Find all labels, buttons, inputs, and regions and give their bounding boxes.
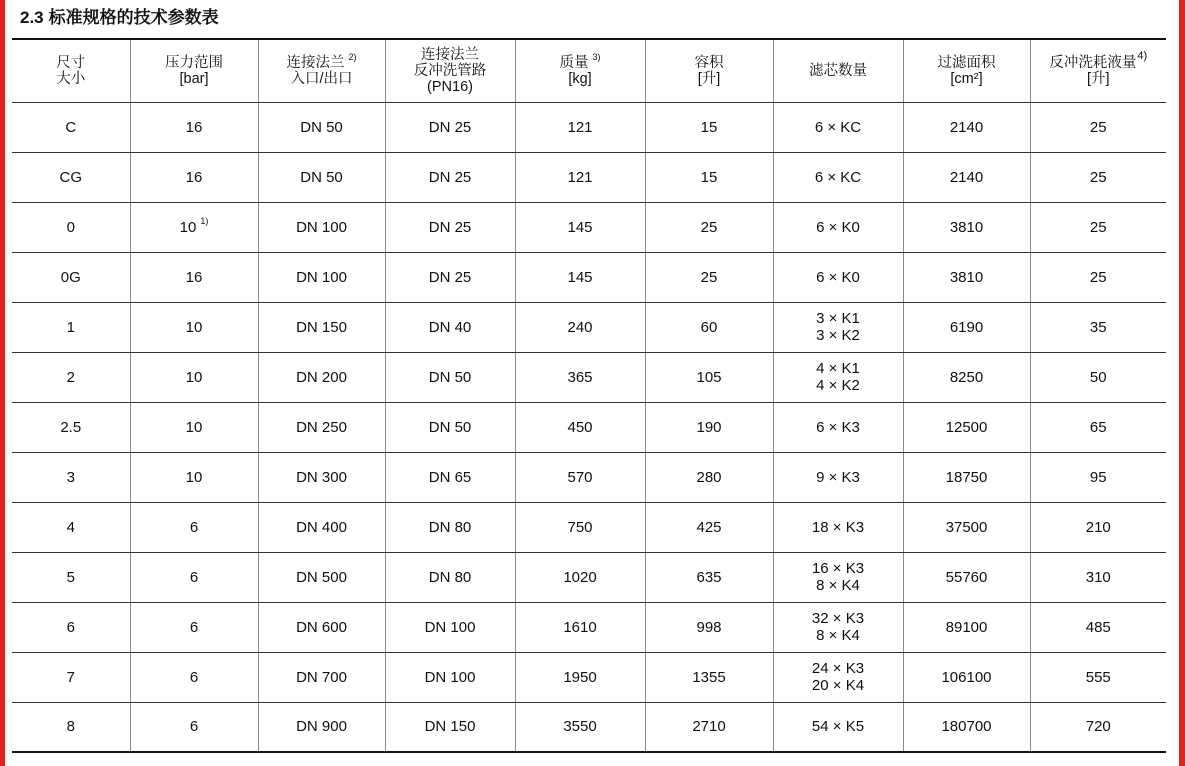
cell-flange-backflush-line: DN 100 [424,668,476,686]
header-flange-inlet-outlet-text: 连接法兰 [286,54,345,71]
cell-filter-elements-line: 8 × K4 [816,577,860,594]
cell-flange-inlet-outlet-line: DN 50 [300,168,343,186]
cell-flange-inlet-outlet-line: DN 500 [296,568,347,586]
cell-volume [645,252,773,302]
page-frame-left [0,0,5,766]
cell-mass-line: 450 [567,418,593,436]
cell-filter-elements-line: 54 × K5 [811,718,865,736]
cell-flange-backflush [385,252,515,302]
cell-mass [515,502,645,552]
cell-flange-inlet-outlet [258,602,385,652]
header-filter-elements [773,39,903,102]
cell-mass-line: 145 [567,268,593,286]
cell-flange-backflush [385,552,515,602]
cell-filter-area [903,552,1030,602]
cell-flange-inlet-outlet [258,102,385,152]
cell-size [12,502,130,552]
header-pressure-line: 压力范围 [165,54,223,71]
cell-size-line: 5 [66,568,75,586]
cell-volume-line: 1355 [692,668,726,686]
cell-volume [645,702,773,752]
cell-flange-backflush-line: DN 100 [424,618,476,636]
cell-flange-backflush [385,602,515,652]
cell-pressure-line: 16 [185,268,203,286]
cell-volume [645,502,773,552]
cell-mass-line: 3550 [563,718,597,736]
table-row [12,502,1166,552]
cell-backflush-consumption [1030,202,1166,252]
cell-filter-elements [773,202,903,252]
cell-filter-elements-line: 3 × K1 [816,310,860,327]
cell-filter-elements [773,302,903,352]
cell-pressure-line: 6 [189,568,199,586]
cell-size [12,702,130,752]
cell-pressure [130,552,258,602]
cell-pressure [130,102,258,152]
cell-flange-inlet-outlet-line: DN 50 [300,118,343,136]
cell-filter-area-line: 106100 [941,668,992,686]
cell-flange-inlet-outlet [258,402,385,452]
cell-mass [515,152,645,202]
header-flange-inlet-outlet [258,39,385,102]
header-filter-area [903,39,1030,102]
cell-flange-inlet-outlet-line: DN 300 [296,468,347,486]
cell-filter-elements [773,152,903,202]
cell-filter-area [903,402,1030,452]
cell-flange-inlet-outlet [258,552,385,602]
cell-mass [515,202,645,252]
cell-size-line: 1 [66,318,75,336]
cell-backflush-consumption-line: 25 [1089,218,1107,236]
cell-pressure-text: 10 [179,218,197,236]
cell-volume [645,102,773,152]
cell-flange-backflush-line: DN 50 [428,418,472,436]
cell-filter-elements-line: 6 × K0 [816,218,860,236]
section-title [20,6,219,30]
cell-mass [515,302,645,352]
header-filter-area-line: 过滤面积 [937,54,996,71]
cell-flange-inlet-outlet-line: DN 400 [296,518,347,536]
cell-flange-inlet-outlet [258,502,385,552]
cell-filter-area [903,452,1030,502]
cell-backflush-consumption-line: 50 [1089,368,1107,386]
cell-backflush-consumption [1030,402,1166,452]
cell-filter-elements [773,252,903,302]
cell-backflush-consumption-line: 25 [1089,168,1107,186]
cell-flange-inlet-outlet-line: DN 600 [296,618,347,636]
cell-filter-area-line: 37500 [945,518,988,536]
cell-flange-inlet-outlet-line: DN 900 [296,718,347,736]
cell-filter-area [903,502,1030,552]
cell-size-line: 7 [66,668,75,686]
header-mass-text: 质量 [559,54,589,71]
cell-size-line: C [65,118,77,136]
header-flange-backflush-line: 反冲洗管路 [413,62,487,79]
cell-mass-line: 1610 [563,618,597,636]
cell-filter-elements [773,652,903,702]
section-number: 2.3 [20,8,44,27]
cell-volume [645,652,773,702]
cell-size-line: CG [59,168,82,186]
cell-filter-elements [773,502,903,552]
table-body [12,102,1166,752]
cell-pressure-line [131,215,258,236]
cell-mass-line: 145 [567,218,593,236]
cell-flange-backflush [385,702,515,752]
cell-volume-line: 635 [696,568,722,586]
cell-pressure-line: 10 [185,318,203,336]
cell-filter-elements [773,552,903,602]
header-mass [515,39,645,102]
spec-table [12,38,1166,753]
cell-mass [515,102,645,152]
cell-volume [645,352,773,402]
cell-filter-elements-line: 32 × K3 [811,610,865,627]
cell-filter-area-line: 12500 [945,418,988,436]
cell-pressure-line: 6 [189,668,199,686]
header-size-line: 大小 [56,70,86,87]
header-flange-backflush [385,39,515,102]
header-size-line: 尺寸 [56,54,86,71]
cell-mass [515,652,645,702]
cell-flange-backflush [385,402,515,452]
cell-filter-elements-line: 6 × KC [814,118,862,136]
cell-filter-area-line: 3810 [949,268,984,286]
header-backflush-consumption-text: 反冲洗耗液量 [1049,54,1137,71]
header-volume [645,39,773,102]
cell-backflush-consumption-line: 35 [1089,318,1107,336]
cell-filter-elements [773,352,903,402]
cell-filter-area [903,102,1030,152]
cell-pressure [130,202,258,252]
cell-flange-backflush [385,502,515,552]
cell-filter-area-line: 8250 [949,368,984,386]
header-mass-line [516,51,645,71]
header-backflush-consumption [1030,39,1166,102]
cell-size-line: 0G [60,268,81,286]
cell-backflush-consumption-line: 310 [1085,568,1111,586]
cell-filter-area-line: 3810 [949,218,984,236]
cell-backflush-consumption-line: 95 [1089,468,1107,486]
cell-flange-backflush [385,452,515,502]
header-volume-line: [升] [697,70,721,87]
cell-backflush-consumption-line: 25 [1089,268,1107,286]
cell-backflush-consumption-line: 210 [1085,518,1111,536]
cell-pressure [130,152,258,202]
cell-filter-area [903,352,1030,402]
cell-pressure [130,702,258,752]
cell-mass [515,702,645,752]
cell-filter-elements [773,702,903,752]
cell-filter-elements-line: 8 × K4 [816,627,860,644]
table-row [12,702,1166,752]
cell-flange-inlet-outlet-line: DN 100 [296,268,347,286]
cell-filter-area-line: 2140 [949,118,984,136]
cell-flange-backflush-line: DN 65 [428,468,472,486]
cell-flange-inlet-outlet [258,702,385,752]
header-flange-inlet-outlet-line: 入口/出口 [290,70,353,87]
cell-flange-backflush-line: DN 40 [428,318,472,336]
cell-pressure [130,602,258,652]
cell-flange-inlet-outlet [258,652,385,702]
cell-size-line: 8 [66,718,75,736]
cell-flange-backflush [385,202,515,252]
cell-volume [645,602,773,652]
cell-filter-elements-line: 18 × K3 [811,518,865,536]
table-row [12,252,1166,302]
cell-flange-backflush-line: DN 25 [428,118,472,136]
cell-volume [645,552,773,602]
table-row [12,302,1166,352]
cell-backflush-consumption [1030,102,1166,152]
cell-mass-line: 750 [567,518,593,536]
header-volume-line: 容积 [694,54,724,71]
header-mass-line: [kg] [568,70,592,87]
cell-backflush-consumption-line: 555 [1085,668,1111,686]
cell-pressure-line: 16 [185,168,203,186]
cell-filter-area-line: 18750 [945,468,988,486]
cell-filter-elements-line: 3 × K2 [816,327,860,344]
header-flange-backflush-line: (PN16) [427,78,473,95]
cell-backflush-consumption [1030,652,1166,702]
cell-volume-line: 280 [696,468,722,486]
cell-pressure [130,502,258,552]
cell-backflush-consumption-line: 25 [1089,118,1107,136]
cell-filter-elements-line: 6 × K0 [816,268,860,286]
cell-backflush-consumption [1030,502,1166,552]
cell-filter-area [903,252,1030,302]
cell-flange-inlet-outlet-line: DN 200 [296,368,347,386]
cell-flange-inlet-outlet-line: DN 250 [296,418,347,436]
cell-mass [515,452,645,502]
cell-backflush-consumption [1030,352,1166,402]
cell-backflush-consumption [1030,452,1166,502]
cell-filter-elements [773,102,903,152]
cell-volume-line: 15 [700,168,718,186]
header-backflush-consumption-line [1031,49,1167,71]
cell-flange-backflush-line: DN 80 [428,518,472,536]
cell-filter-area [903,652,1030,702]
cell-filter-area-line: 6190 [949,318,984,336]
cell-size [12,302,130,352]
cell-filter-area-line: 2140 [949,168,984,186]
cell-volume [645,152,773,202]
table-row [12,152,1166,202]
header-pressure [130,39,258,102]
cell-mass-line: 121 [567,168,593,186]
cell-flange-inlet-outlet-line: DN 100 [296,218,347,236]
table-row [12,352,1166,402]
cell-pressure [130,652,258,702]
cell-volume [645,452,773,502]
header-flange-inlet-outlet-line [259,51,385,71]
cell-mass-line: 1020 [563,568,597,586]
header-flange-backflush-line: 连接法兰 [421,46,479,63]
cell-size-line: 6 [66,618,75,636]
cell-mass [515,552,645,602]
cell-filter-elements-line: 16 × K3 [811,560,865,577]
table-row [12,552,1166,602]
cell-pressure [130,302,258,352]
cell-filter-elements-line: 4 × K2 [816,377,860,394]
cell-volume-line: 105 [696,368,722,386]
cell-volume-line: 25 [700,268,718,286]
cell-mass-line: 570 [567,468,593,486]
table-row [12,652,1166,702]
cell-volume-line: 998 [696,618,722,636]
cell-flange-backflush-line: DN 25 [428,268,472,286]
cell-flange-inlet-outlet [258,252,385,302]
cell-pressure [130,452,258,502]
cell-size-line: 0 [66,218,75,236]
cell-filter-elements-line: 20 × K4 [811,677,865,694]
cell-volume-line: 425 [696,518,722,536]
table-row [12,102,1166,152]
cell-volume-line: 190 [696,418,722,436]
cell-backflush-consumption [1030,152,1166,202]
cell-flange-backflush-line: DN 25 [428,168,472,186]
cell-mass-line: 365 [567,368,593,386]
cell-volume [645,202,773,252]
cell-volume-line: 2710 [692,718,726,736]
cell-size-line: 3 [66,468,75,486]
cell-filter-area [903,602,1030,652]
header-backflush-consumption-line: [升] [1086,70,1110,87]
cell-flange-backflush-line: DN 25 [428,218,472,236]
cell-mass-line: 240 [567,318,593,336]
cell-filter-elements-line: 4 × K1 [816,360,860,377]
cell-backflush-consumption [1030,302,1166,352]
footnote-marker: 4) [1137,49,1148,62]
cell-mass [515,602,645,652]
cell-mass-line: 121 [567,118,593,136]
cell-filter-elements [773,402,903,452]
footnote-marker: 2) [348,51,357,62]
cell-filter-elements-line: 6 × KC [814,168,862,186]
cell-flange-backflush [385,152,515,202]
cell-filter-area-line: 55760 [945,568,988,586]
cell-pressure [130,402,258,452]
cell-flange-backflush-line: DN 80 [428,568,472,586]
cell-filter-area-line: 180700 [941,718,992,736]
cell-filter-elements-line: 6 × K3 [816,418,860,436]
table-row [12,202,1166,252]
cell-filter-area [903,702,1030,752]
cell-filter-elements [773,452,903,502]
cell-filter-area [903,152,1030,202]
cell-backflush-consumption [1030,552,1166,602]
cell-flange-backflush [385,302,515,352]
cell-flange-backflush [385,352,515,402]
footnote-marker: 3) [592,51,601,62]
cell-flange-inlet-outlet [258,452,385,502]
cell-volume-line: 25 [700,218,718,236]
header-filter-elements-line: 滤芯数量 [809,62,867,79]
cell-volume [645,302,773,352]
cell-pressure [130,352,258,402]
cell-pressure-line: 6 [189,718,199,736]
cell-filter-area [903,202,1030,252]
section-title-text: 标准规格的技术参数表 [48,8,219,27]
cell-filter-elements [773,602,903,652]
header-pressure-line: [bar] [179,70,209,87]
cell-flange-backflush [385,652,515,702]
cell-flange-inlet-outlet [258,152,385,202]
cell-size [12,652,130,702]
cell-size-line: 2 [66,368,75,386]
cell-size-line: 4 [66,518,75,536]
cell-flange-inlet-outlet [258,302,385,352]
cell-flange-inlet-outlet [258,352,385,402]
cell-volume-line: 60 [700,318,718,336]
cell-filter-elements-line: 24 × K3 [811,660,865,677]
cell-size [12,202,130,252]
header-size [12,39,130,102]
cell-size [12,402,130,452]
cell-size-line: 2.5 [60,418,82,436]
table-row [12,402,1166,452]
cell-mass [515,252,645,302]
cell-filter-area [903,302,1030,352]
table-header [12,39,1166,102]
cell-size [12,252,130,302]
cell-volume-line: 15 [700,118,718,136]
footnote-marker: 1) [200,215,209,226]
cell-mass [515,352,645,402]
header-row [12,39,1166,102]
cell-backflush-consumption-line: 720 [1085,718,1111,736]
cell-backflush-consumption-line: 65 [1089,418,1107,436]
cell-size [12,352,130,402]
cell-filter-area-line: 89100 [945,618,988,636]
cell-backflush-consumption [1030,252,1166,302]
page-frame-right [1179,0,1185,766]
table-row [12,452,1166,502]
table-row [12,602,1166,652]
cell-size [12,152,130,202]
cell-flange-inlet-outlet-line: DN 150 [296,318,347,336]
cell-pressure-line: 10 [185,468,203,486]
cell-flange-inlet-outlet [258,202,385,252]
cell-size [12,602,130,652]
cell-size [12,102,130,152]
cell-backflush-consumption [1030,702,1166,752]
cell-size [12,552,130,602]
cell-flange-backflush-line: DN 150 [424,718,476,736]
cell-pressure [130,252,258,302]
cell-pressure-line: 16 [185,118,203,136]
cell-pressure-line: 6 [189,518,199,536]
cell-flange-inlet-outlet-line: DN 700 [296,668,347,686]
header-filter-area-line: [cm²] [950,70,983,87]
cell-size [12,452,130,502]
cell-mass [515,402,645,452]
cell-filter-elements-line: 9 × K3 [816,468,860,486]
cell-mass-line: 1950 [563,668,597,686]
cell-flange-backflush [385,102,515,152]
cell-volume [645,402,773,452]
cell-flange-backflush-line: DN 50 [428,368,472,386]
cell-pressure-line: 6 [189,618,199,636]
cell-backflush-consumption [1030,602,1166,652]
cell-backflush-consumption-line: 485 [1085,618,1111,636]
cell-pressure-line: 10 [185,418,203,436]
cell-pressure-line: 10 [185,368,203,386]
